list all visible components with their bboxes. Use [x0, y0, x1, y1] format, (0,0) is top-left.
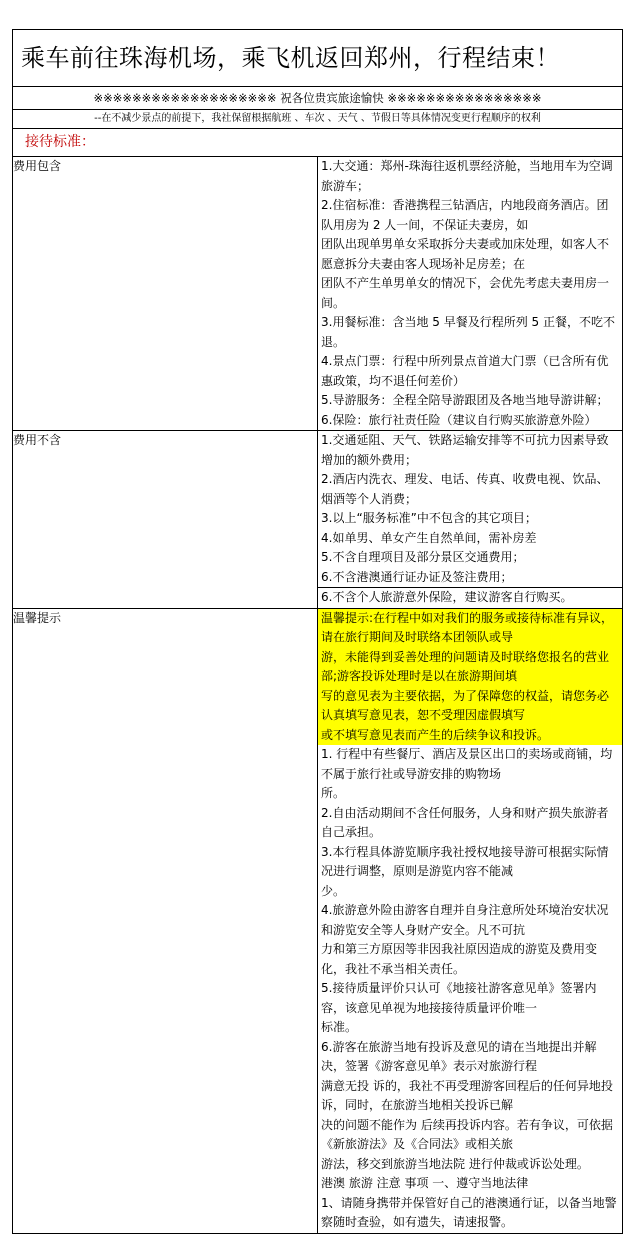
excluded-line: 2.酒店内洗衣、理发、电话、传真、收费电视、饮品、烟酒等个人消费； — [321, 472, 609, 506]
tips-line: 5.接待质量评价只认可《地接社游客意见单》签署内容，该意见单视为地接接待质量评价唯一 — [321, 981, 597, 1015]
excluded-line: 5.不含自理项目及部分景区交通费用； — [321, 550, 525, 564]
included-line: 6.保险：旅行社责任险（建议自行购买旅游意外险） — [321, 412, 597, 427]
title-cell — [13, 30, 623, 87]
standard-header-cell — [13, 129, 623, 157]
tips-line: 所。 — [321, 786, 346, 800]
highlight-line: 或不填写意见表而产生的后续争议和投诉。 — [321, 727, 550, 742]
itinerary-table — [12, 29, 623, 1234]
excluded-line: 4.如单男、单女产生自然单间，需补房差 — [321, 530, 537, 545]
wish-cell — [13, 87, 623, 110]
itinerary-change-note: --在不减少景点的前提下，我社保留根据航班 、车次 、天气 、节假日等具体情况变更行程顺序的权利 — [94, 113, 541, 124]
wish-banner: ※※※※※※※※※※※※※※※※※※※ 祝各位贵宾旅途愉快 ※※※※※※※※※※※※※※※※ — [93, 91, 542, 105]
reception-standard-heading: 接待标准： — [25, 134, 95, 150]
excluded-line: 3.以上“服务标准”中不包含的其它项目； — [321, 511, 537, 525]
tips-line: 游法，移交到旅游当地法院 进行仲裁或诉讼处理。 — [321, 1156, 589, 1171]
highlight-line: 写的意见表为主要依据，为了保障您的权益，请您务必认真填写意见表，恕不受理因虚假填写 — [321, 688, 610, 722]
tips-line: 1. 行程中有些餐厅、酒店及景区出口的卖场或商铺，均不属于旅行社或导游安排的购物场 — [321, 747, 613, 781]
excluded-label: 费用不含 — [13, 433, 62, 447]
itinerary-page — [12, 29, 623, 1234]
included-label-cell — [13, 157, 318, 431]
complaint-highlight-notice — [318, 609, 622, 746]
included-line: 4.景点门票：行程中所列景点首道大门票（已含所有优惠政策，均不退任何差价） — [321, 354, 609, 388]
itinerary-end-title: 乘车前往珠海机场，乘飞机返回郑州，行程结束！ — [21, 44, 560, 72]
tips-label-cell — [13, 608, 318, 1233]
included-line: 3.用餐标准：含当地 5 早餐及行程所列 5 正餐，不吃不退。 — [321, 315, 615, 349]
highlight-line: 温馨提示:在行程中如对我们的服务或接待标准有异议，请在旅行期间及时联络本团领队或导 — [321, 610, 614, 644]
tips-label: 温馨提示 — [13, 610, 62, 625]
tips-line: 力和第三方原因等非因我社原因造成的游览及费用变化，我社不承当相关责任。 — [321, 942, 598, 976]
excluded-content — [318, 431, 623, 609]
tips-line: 3.本行程具体游览顺序我社授权地接导游可根据实际情况进行调整，原则是游览内容不能减 — [321, 844, 609, 878]
tips-content — [318, 608, 623, 1233]
tips-line: 决的问题不能作为 后续再投诉内容。若有争议，可依据《新旅游法》及《合同法》或相关旅 — [321, 1117, 613, 1151]
included-line: 5.导游服务：全程全陪导游跟团及各地当地导游讲解； — [321, 393, 609, 407]
highlight-line: 游，未能得到妥善处理的问题请及时联络您报名的营业部;游客投诉处理时是以在旅游期间填 — [321, 649, 610, 683]
included-line: 团队出现单男单女采取拆分夫妻或加床处理，如客人不愿意拆分夫妻由客人现场补足房差；在 — [321, 237, 610, 271]
included-content — [318, 157, 623, 431]
excluded-line: 1.交通延阻、天气、铁路运输安排等不可抗力因素导致增加的额外费用； — [321, 433, 609, 467]
included-label: 费用包含 — [13, 159, 62, 173]
included-line: 1.大交通：郑州-珠海往返机票经济舱，当地用车为空调旅游车； — [321, 159, 613, 193]
tips-line: 少。 — [321, 883, 346, 898]
tips-line: 港澳 旅游 注意 事项 一、遵守当地法律 — [321, 1176, 529, 1190]
tips-line: 2.自由活动期间不含任何服务，人身和财产损失旅游者自己承担。 — [321, 805, 609, 839]
tips-line: 标准。 — [321, 1020, 358, 1034]
note-cell — [13, 110, 623, 129]
excluded-line: 6.不含港澳通行证办证及签注费用； — [318, 568, 622, 589]
included-line: 2.住宿标准：香港携程三钻酒店，内地段商务酒店。团队用房为 2 人一间，不保证夫妻房，如 — [321, 198, 609, 232]
tips-line: 1、请随身携带并保管好自己的港澳通行证，以备当地警察随时查验，如有遗失，请速报警。 — [321, 1195, 617, 1229]
included-line: 团队不产生单男单女的情况下，会优先考虑夫妻用房一间。 — [321, 276, 610, 310]
tips-line: 满意无投 诉的，我社不再受理游客回程后的任何异地投诉，同时，在旅游当地相关投诉已解 — [321, 1078, 613, 1112]
excluded-line: 6.不含个人旅游意外保险，建议游客自行购买。 — [321, 590, 573, 604]
tips-line: 6.游客在旅游当地有投诉及意见的请在当地提出并解决，签署《游客意见单》表示对旅游行程 — [321, 1039, 597, 1073]
tips-line: 4.旅游意外险由游客自理并自身注意所处环境治安状况和游览安全等人身财产安全。凡不可抗 — [321, 903, 609, 937]
excluded-label-cell — [13, 431, 318, 609]
